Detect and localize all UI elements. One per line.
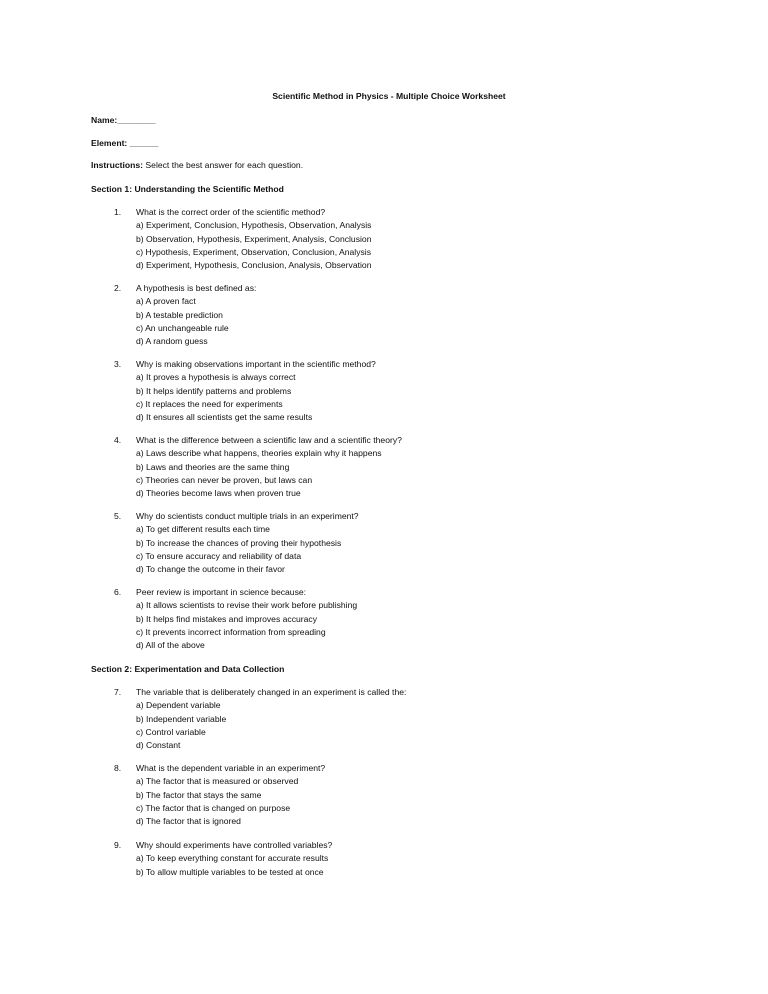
question-number: 3. [114, 359, 122, 369]
option-a: a) Experiment, Conclusion, Hypothesis, Observation, Analysis [136, 220, 372, 231]
section-2-heading: Section 2: Experimentation and Data Collection [91, 664, 285, 674]
option-c: c) To ensure accuracy and reliability of data [136, 550, 302, 561]
option-b: b) It helps identify patterns and problems [136, 385, 292, 396]
option-a: a) It proves a hypothesis is always correct [136, 372, 296, 383]
question-number: 7. [114, 687, 122, 697]
option-c: c) Theories can never be proven, but laws can [136, 474, 313, 485]
question-text: What is the correct order of the scientific method? [136, 207, 326, 217]
name-field: Name:________ [91, 115, 156, 125]
question-text: A hypothesis is best defined as: [136, 283, 257, 293]
section-1-heading: Section 1: Understanding the Scientific Method [91, 184, 284, 194]
option-b: b) Observation, Hypothesis, Experiment, Analysis, Conclusion [136, 233, 372, 244]
option-a: a) To keep everything constant for accurate results [136, 853, 329, 864]
question-number: 2. [114, 283, 122, 293]
question-text: Peer review is important in science because: [136, 587, 307, 597]
question-text: What is the dependent variable in an experiment? [136, 763, 326, 773]
question-text: The variable that is deliberately changed in an experiment is called the: [136, 687, 407, 697]
option-a: a) The factor that is measured or observed [136, 776, 299, 787]
option-d: d) Constant [136, 740, 181, 751]
instructions-label: Instructions: [91, 160, 144, 170]
instructions-text: Select the best answer for each question. [143, 160, 304, 170]
question-number: 8. [114, 763, 122, 773]
option-c: c) An unchangeable rule [136, 322, 229, 333]
option-c: c) The factor that is changed on purpose [136, 802, 291, 813]
question-number: 6. [114, 587, 122, 597]
element-field: Element: ______ [91, 138, 159, 148]
question-number: 9. [114, 840, 122, 850]
option-c: c) Hypothesis, Experiment, Observation, Conclusion, Analysis [136, 246, 371, 257]
option-a: a) Laws describe what happens, theories explain why it happens [136, 448, 382, 459]
page-title: Scientific Method in Physics - Multiple Choice Worksheet [272, 91, 506, 101]
question-text: What is the difference between a scientific law and a scientific theory? [136, 435, 402, 445]
option-b: b) Laws and theories are the same thing [136, 461, 290, 472]
option-d: d) Theories become laws when proven true [136, 488, 301, 499]
option-c: c) Control variable [136, 726, 206, 737]
option-b: b) A testable prediction [136, 309, 223, 320]
option-b: b) The factor that stays the same [136, 789, 262, 800]
option-c: c) It replaces the need for experiments [136, 398, 283, 409]
option-a: a) It allows scientists to revise their work before publishing [136, 600, 358, 611]
option-c: c) It prevents incorrect information from spreading [136, 626, 326, 637]
question-number: 5. [114, 511, 122, 521]
option-a: a) To get different results each time [136, 524, 270, 535]
question-number: 4. [114, 435, 122, 445]
option-d: d) A random guess [136, 336, 208, 347]
instructions [91, 160, 303, 170]
option-b: b) It helps find mistakes and improves accuracy [136, 613, 318, 624]
option-b: b) Independent variable [136, 713, 227, 724]
option-d: d) To change the outcome in their favor [136, 564, 285, 575]
option-b: b) To allow multiple variables to be tested at once [136, 866, 324, 877]
question-text: Why do scientists conduct multiple trials in an experiment? [136, 511, 359, 521]
option-d: d) The factor that is ignored [136, 816, 241, 827]
option-b: b) To increase the chances of proving their hypothesis [136, 537, 342, 548]
option-d: d) Experiment, Hypothesis, Conclusion, Analysis, Observation [136, 260, 372, 271]
option-d: d) All of the above [136, 640, 205, 651]
option-a: a) A proven fact [136, 296, 196, 307]
option-a: a) Dependent variable [136, 700, 221, 711]
question-text: Why is making observations important in the scientific method? [136, 359, 376, 369]
option-d: d) It ensures all scientists get the same results [136, 412, 313, 423]
question-text: Why should experiments have controlled variables? [136, 840, 333, 850]
question-number: 1. [114, 207, 122, 217]
